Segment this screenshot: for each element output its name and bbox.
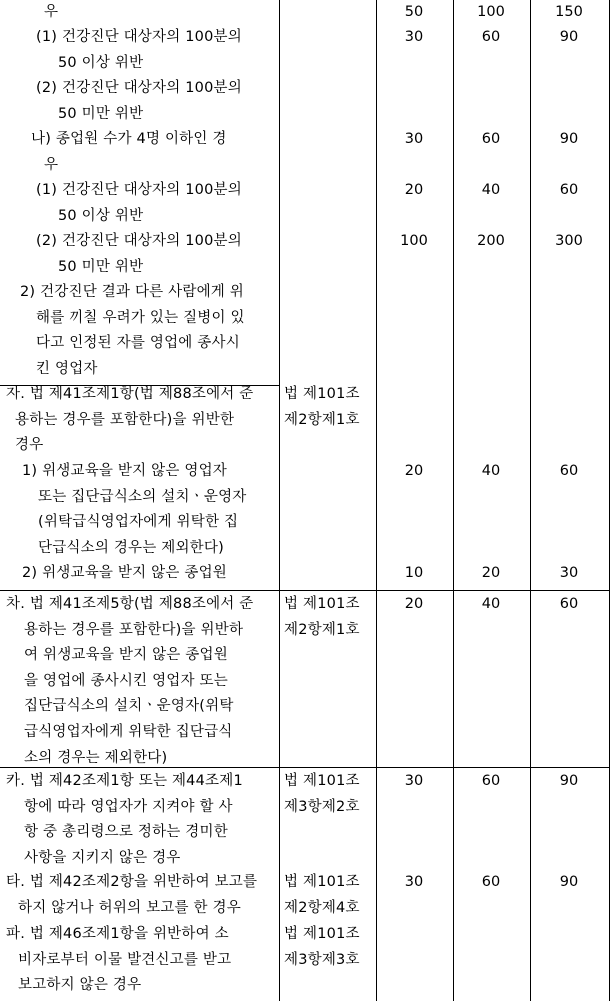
item-text: 50 이상 위반 xyxy=(58,207,144,224)
fine-amount: 30 xyxy=(404,773,424,789)
fine-amount: 100 xyxy=(477,4,505,20)
fine-amount: 90 xyxy=(559,773,579,789)
law-reference: 제2항제1호 xyxy=(284,411,360,428)
fine-amount: 40 xyxy=(481,596,501,612)
item-text: 을 영업에 종사시킨 영업자 또는 xyxy=(24,672,228,689)
fine-amount: 300 xyxy=(555,233,583,249)
fine-amount: 30 xyxy=(404,131,424,147)
law-reference: 제2항제4호 xyxy=(284,899,360,916)
column-border xyxy=(376,0,377,1001)
item-text: 경우 xyxy=(15,437,44,454)
item-text: 50 미만 위반 xyxy=(58,105,144,122)
fine-amount: 10 xyxy=(404,565,424,581)
item-text: 집단급식소의 설치ㆍ운영자(위탁 xyxy=(24,698,234,715)
item-text: 우 xyxy=(44,4,59,20)
fine-amount: 40 xyxy=(481,182,501,198)
item-text: 해를 끼칠 우려가 있는 질병이 있 xyxy=(36,309,245,326)
item-text: 소의 경우는 제외한다) xyxy=(24,749,168,766)
item-text: (2) 건강진단 대상자의 100분의 xyxy=(36,80,242,96)
fine-amount: 20 xyxy=(481,565,501,581)
item-text: 2) 건강진단 결과 다른 사람에게 위 xyxy=(20,284,245,300)
fine-amount: 30 xyxy=(404,874,424,890)
item-text: (2) 건강진단 대상자의 100분의 xyxy=(36,233,242,249)
item-text: 사항을 지키지 않은 경우 xyxy=(24,849,181,866)
law-reference: 제2항제1호 xyxy=(284,621,360,638)
fine-amount: 60 xyxy=(559,596,579,612)
fine-amount: 100 xyxy=(400,233,428,249)
fine-amount: 60 xyxy=(559,463,579,479)
fine-amount: 30 xyxy=(404,29,424,45)
item-text: 항 중 총리령으로 정하는 경미한 xyxy=(24,824,228,841)
item-text: 2) 위생교육을 받지 않은 종업원 xyxy=(22,565,228,581)
item-text: 용하는 경우를 포함한다)을 위반한 xyxy=(15,411,235,428)
law-reference: 제3항제2호 xyxy=(284,798,360,815)
fine-amount: 30 xyxy=(559,565,579,581)
fine-amount: 50 xyxy=(404,4,424,20)
item-text: 우 xyxy=(44,156,59,173)
fine-amount: 90 xyxy=(559,131,579,147)
law-reference: 법 제101조 xyxy=(284,926,360,942)
fine-amount: 20 xyxy=(404,463,424,479)
fine-amount: 90 xyxy=(559,29,579,45)
item-text: 50 이상 위반 xyxy=(58,54,144,71)
item-text: 보고하지 않은 경우 xyxy=(18,977,142,994)
law-reference: 법 제101조 xyxy=(284,596,360,612)
law-reference: 법 제101조 xyxy=(284,386,360,402)
item-text: 카. 법 제42조제1항 또는 제44조제1 xyxy=(6,773,243,789)
column-border xyxy=(453,0,454,1001)
fine-amount: 200 xyxy=(477,233,505,249)
item-text: 단급식소의 경우는 제외한다) xyxy=(38,539,224,556)
fine-amount: 60 xyxy=(481,773,501,789)
fine-amount: 60 xyxy=(559,182,579,198)
fine-amount: 40 xyxy=(481,463,501,479)
fine-amount: 20 xyxy=(404,596,424,612)
law-reference: 제3항제3호 xyxy=(284,951,360,968)
fine-amount: 60 xyxy=(481,131,501,147)
item-text: 다고 인정된 자를 영업에 종사시 xyxy=(36,335,240,352)
item-text: 용하는 경우를 포함한다)을 위반하 xyxy=(24,621,244,638)
item-text: (1) 건강진단 대상자의 100분의 xyxy=(36,182,242,198)
law-reference: 법 제101조 xyxy=(284,874,360,890)
item-text: (위탁급식영업자에게 위탁한 집 xyxy=(38,514,239,531)
item-text: 차. 법 제41조제5항(법 제88조에서 준 xyxy=(6,596,254,612)
fine-amount: 20 xyxy=(404,182,424,198)
column-border xyxy=(279,0,280,1001)
item-text: 자. 법 제41조제1항(법 제88조에서 준 xyxy=(6,386,254,402)
item-text: 또는 집단급식소의 설치ㆍ운영자 xyxy=(38,488,247,505)
item-text: 하지 않거나 허위의 보고를 한 경우 xyxy=(18,899,241,916)
item-text: 항에 따라 영업자가 지켜야 할 사 xyxy=(24,798,233,815)
item-text: 여 위생교육을 받지 않은 종업원 xyxy=(24,647,228,664)
fine-amount: 90 xyxy=(559,874,579,890)
item-text: 나) 종업원 수가 4명 이하인 경 xyxy=(31,131,227,147)
column-border xyxy=(530,0,531,1001)
item-text: 킨 영업자 xyxy=(36,360,98,377)
fine-amount: 60 xyxy=(481,874,501,890)
fine-amount: 150 xyxy=(555,4,583,20)
law-reference: 법 제101조 xyxy=(284,773,360,789)
item-text: 타. 법 제42조제2항을 위반하여 보고를 xyxy=(6,874,258,890)
item-text: 1) 위생교육을 받지 않은 영업자 xyxy=(22,463,228,479)
row-border xyxy=(0,590,610,591)
item-text: 비자로부터 이물 발견신고를 받고 xyxy=(18,951,232,968)
item-text: 급식영업자에게 위탁한 집단급식 xyxy=(24,724,233,740)
item-text: (1) 건강진단 대상자의 100분의 xyxy=(36,29,242,45)
fine-amount: 60 xyxy=(481,29,501,45)
item-text: 50 미만 위반 xyxy=(58,258,144,275)
item-text: 파. 법 제46조제1항을 위반하여 소 xyxy=(6,926,229,942)
